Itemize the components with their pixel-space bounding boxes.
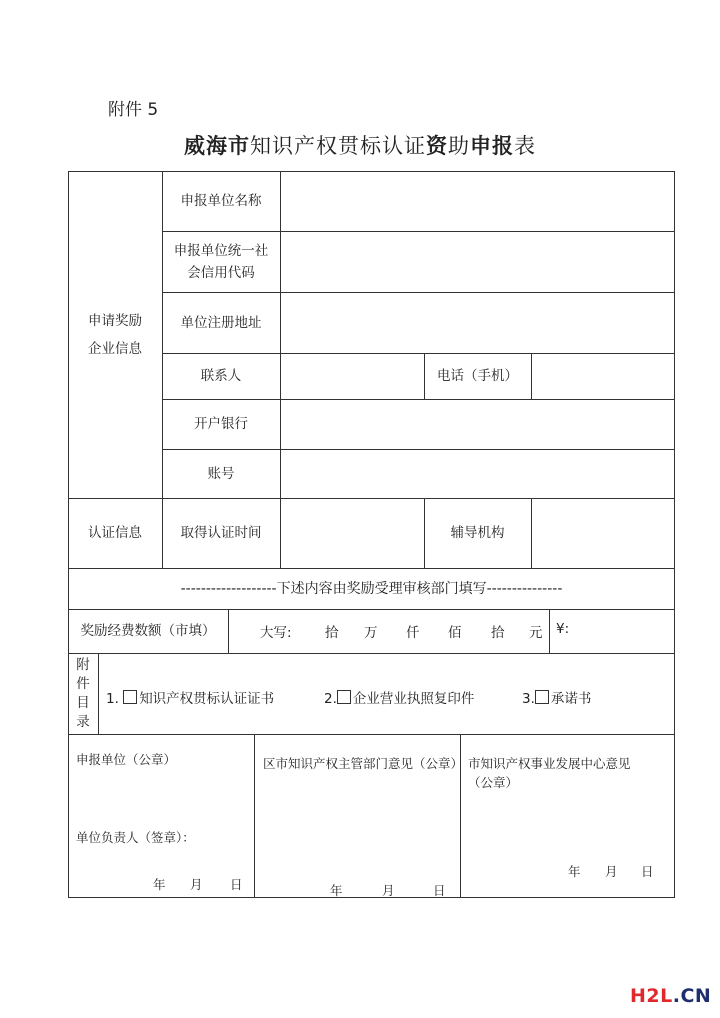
watermark-part: H2L <box>630 985 673 1007</box>
grid-line <box>98 653 99 734</box>
agency-label: 辅导机构 <box>450 525 505 541</box>
date-year: 年 <box>568 864 581 879</box>
date-day: 日 <box>641 864 654 879</box>
watermark-part: .CN <box>672 985 712 1007</box>
attachment-item-1 <box>106 687 274 707</box>
label-char: 附 <box>76 656 90 673</box>
title-part: 威海市 <box>184 133 250 158</box>
label-line: （公章） <box>468 775 519 790</box>
attachment-number: 2. <box>324 691 337 707</box>
checkbox-icon[interactable] <box>535 690 549 704</box>
cert-time-label: 取得认证时间 <box>180 525 262 541</box>
date-month: 月 <box>605 864 618 879</box>
title-part: 表 <box>514 134 536 158</box>
group-label-line: 企业信息 <box>88 340 142 357</box>
label-line: 申报单位统一社 <box>173 242 269 259</box>
award-yen-label: ¥: <box>556 621 570 637</box>
award-unit: 万 <box>364 625 378 641</box>
applicant-seal-label: 申报单位（公章） <box>76 752 177 767</box>
unit-name-label: 申报单位名称 <box>180 193 262 209</box>
label-line: 市知识产权事业发展中心意见 <box>468 756 631 771</box>
grid-line <box>68 653 675 654</box>
attachments-label <box>68 653 98 734</box>
phone-label: 电话（手机） <box>437 368 518 384</box>
title-part: 助 <box>448 134 470 158</box>
cert-time-field[interactable] <box>280 498 424 568</box>
award-amount-label: 奖励经费数额（市填） <box>80 623 216 639</box>
label-line: 会信用代码 <box>187 264 255 281</box>
applicant-group-label <box>68 171 162 498</box>
grid-line <box>549 609 550 653</box>
label-char: 录 <box>76 713 90 730</box>
label-char: 目 <box>76 694 90 711</box>
date-month: 月 <box>382 883 395 898</box>
date-year: 年 <box>153 877 166 892</box>
checkbox-icon[interactable] <box>337 690 351 704</box>
bank-label: 开户银行 <box>194 416 248 432</box>
account-label: 账号 <box>207 465 235 482</box>
unit-leader-signature-label: 单位负责人（签章）： <box>76 830 195 845</box>
form-title <box>0 130 720 160</box>
title-part: 申报 <box>470 133 514 158</box>
review-divider-text: -------------------下述内容由奖励受理审核部门填写--------------- <box>180 580 563 597</box>
date-year: 年 <box>330 883 343 898</box>
award-unit: 元 <box>529 625 543 641</box>
award-daxie-label: 大写: <box>260 625 292 641</box>
certification-group-label: 认证信息 <box>88 525 142 541</box>
unit-name-field[interactable] <box>280 171 674 231</box>
district-opinion-label: 区市知识产权主管部门意见（公章） <box>263 756 464 771</box>
watermark-logo <box>630 985 711 1007</box>
group-label-line: 申请奖励 <box>88 312 142 329</box>
address-label: 单位注册地址 <box>180 314 262 331</box>
award-unit: 仟 <box>406 625 420 641</box>
city-center-opinion-label <box>468 754 631 792</box>
attachment-number: 1. <box>106 691 119 707</box>
phone-field[interactable] <box>531 353 674 399</box>
title-part: 资 <box>426 133 448 158</box>
credit-code-field[interactable] <box>280 231 674 292</box>
table-border <box>68 897 675 898</box>
agency-field[interactable] <box>531 498 674 568</box>
account-field[interactable] <box>280 449 674 498</box>
contact-label: 联系人 <box>200 368 242 384</box>
bank-field[interactable] <box>280 399 674 449</box>
award-unit: 佰 <box>448 625 462 641</box>
grid-line <box>254 734 255 898</box>
attachment-item-3 <box>522 687 591 707</box>
checkbox-icon[interactable] <box>123 690 137 704</box>
attachment-text: 知识产权贯标认证证书 <box>139 691 275 707</box>
award-unit: 拾 <box>325 625 339 641</box>
credit-code-label <box>162 231 280 292</box>
attachment-item-2 <box>324 687 474 707</box>
date-day: 日 <box>230 877 243 892</box>
attachment-text: 企业营业执照复印件 <box>352 691 475 707</box>
attachment-number: 3. <box>522 691 535 707</box>
award-unit: 拾 <box>491 625 505 641</box>
address-field[interactable] <box>280 292 674 353</box>
table-border <box>674 171 675 898</box>
grid-line <box>228 609 229 653</box>
application-form-table <box>68 171 675 898</box>
annex-label: 附件 5 <box>108 100 159 120</box>
label-char: 件 <box>76 675 90 692</box>
grid-line <box>68 734 675 735</box>
contact-field[interactable] <box>280 353 424 399</box>
date-month: 月 <box>190 877 203 892</box>
title-part: 知识产权贯标认证 <box>250 134 426 158</box>
attachment-text: 承诺书 <box>550 691 592 707</box>
date-day: 日 <box>433 883 446 898</box>
